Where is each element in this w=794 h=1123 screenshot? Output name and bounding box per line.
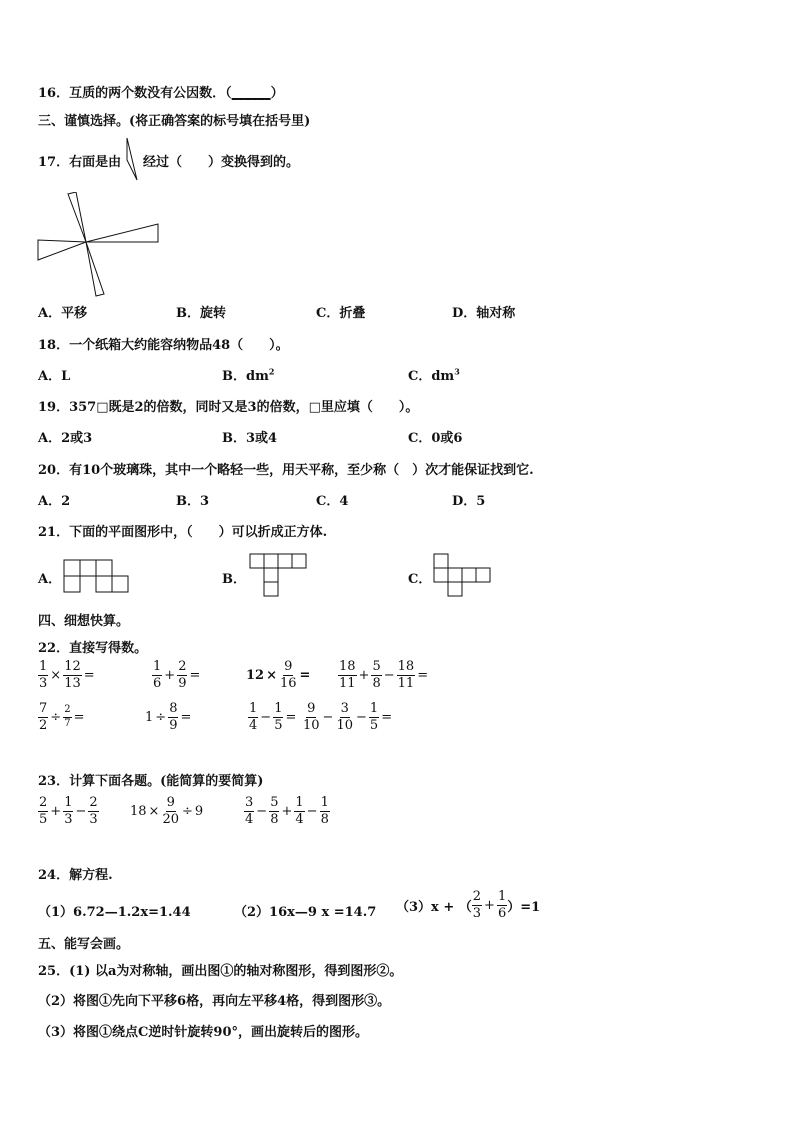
q21-net-a-figure	[62, 558, 132, 594]
q18-option-c[interactable]: C．$dm^3$	[408, 366, 460, 384]
q21-net-b-figure	[248, 552, 308, 600]
q16-blank: ______	[231, 86, 271, 101]
q17-option-d[interactable]: D．轴对称	[452, 306, 516, 321]
q21-option-a[interactable]: A．	[38, 572, 62, 587]
q20-option-c[interactable]: C．4	[316, 494, 349, 509]
q20-option-a[interactable]: A．2	[38, 494, 71, 509]
q22-expr-1: $\frac{1}{3}$ × $\frac{12}{13}$ =	[39, 659, 95, 691]
section-3-title: 三、谨慎选择。(将正确答案的标号填在括号里)	[38, 114, 311, 129]
q24-equation-1: （1）6.72—1.2x=1.44	[38, 905, 191, 920]
q22-title: 22．直接写得数。	[38, 641, 148, 656]
q16-text: 16．互质的两个数没有公因数．（	[38, 86, 232, 101]
q22-expr-3: 12 × $\frac{9}{16}$ =	[246, 659, 311, 691]
q22-expr-2: $\frac{1}{6}$ + $\frac{2}{9}$ =	[153, 659, 201, 691]
q24-equation-3: （3）x + （ $\frac{2}{3}$ + $\frac{1}{6}$ ）=1	[396, 889, 541, 921]
q17-post: 经过（ ）变换得到的。	[143, 155, 300, 170]
q17-pre: 17．右面是由	[38, 155, 122, 170]
q20-option-b[interactable]: B．3	[176, 494, 210, 509]
q21-option-c[interactable]: C．	[408, 572, 432, 587]
q20-text: 20．有10个玻璃珠，其中一个略轻一些，用天平称，至少称（ ）次才能保证找到它.	[38, 463, 534, 478]
q22-expr-7: $\frac{1}{4}$ − $\frac{1}{5}$ =	[249, 701, 297, 733]
q18-option-b[interactable]: B．$dm^2$	[222, 366, 275, 384]
q23-expr-1: $\frac{2}{5}$ + $\frac{1}{3}$ − $\frac{2}{3}$	[39, 795, 98, 827]
q23-expr-3: $\frac{3}{4}$ − $\frac{5}{8}$ + $\frac{1}{4}$ − $\frac{1}{8}$	[245, 795, 329, 827]
q24-equation-2: （2）16x—9 x =14.7	[234, 905, 377, 920]
q19-option-b[interactable]: B．3或4	[222, 431, 278, 446]
q16-close: ）	[270, 86, 284, 101]
q17-option-a[interactable]: A．平移	[38, 306, 88, 321]
q25-line-1: 25．(1) 以a为对称轴，画出图①的轴对称图形，得到图形②。	[38, 964, 403, 979]
q17-option-b[interactable]: B．旋转	[176, 306, 226, 321]
q20-option-d[interactable]: D．5	[452, 494, 486, 509]
q18-option-a[interactable]: A．L	[38, 369, 71, 384]
q22-expr-8: $\frac{9}{10}$ − $\frac{3}{10}$ − $\frac{1}{5}$ =	[303, 701, 393, 733]
q24-title: 24．解方程.	[38, 868, 113, 883]
q19-text: 19．357□既是2的倍数，同时又是3的倍数，□里应填（ ）。	[38, 400, 419, 415]
section-4-title: 四、细想快算。	[38, 614, 130, 629]
q21-option-b[interactable]: B．	[222, 572, 246, 587]
q17-triangle-icon	[125, 136, 139, 182]
q17-pinwheel-figure	[36, 192, 162, 298]
q19-option-a[interactable]: A．2或3	[38, 431, 93, 446]
q18-text: 18．一个纸箱大约能容纳物品48（ ）。	[38, 338, 289, 353]
q22-expr-4: $\frac{18}{11}$ + $\frac{5}{8}$ − $\frac{18}{11}$ =	[339, 659, 429, 691]
q25-line-2: （2）将图①先向下平移6格，再向左平移4格，得到图形③。	[38, 994, 391, 1009]
q23-expr-2: 18 × $\frac{9}{20}$ ÷ 9	[130, 795, 204, 827]
q19-option-c[interactable]: C．0或6	[408, 431, 463, 446]
q17-option-c[interactable]: C．折叠	[316, 306, 366, 321]
q23-title: 23．计算下面各题。(能简算的要简算)	[38, 774, 264, 789]
q25-line-3: （3）将图①绕点C逆时针旋转90°，画出旋转后的图形。	[38, 1025, 368, 1040]
q22-expr-5: $\frac{7}{2}$ ÷ $\frac{2}{7}$ =	[39, 701, 85, 733]
q21-text: 21．下面的平面图形中，（ ）可以折成正方体.	[38, 525, 328, 540]
q21-net-c-figure	[432, 552, 494, 600]
section-5-title: 五、能写会画。	[38, 937, 130, 952]
q22-expr-6: 1 ÷ $\frac{8}{9}$ =	[145, 701, 192, 733]
q16-line	[38, 82, 284, 101]
